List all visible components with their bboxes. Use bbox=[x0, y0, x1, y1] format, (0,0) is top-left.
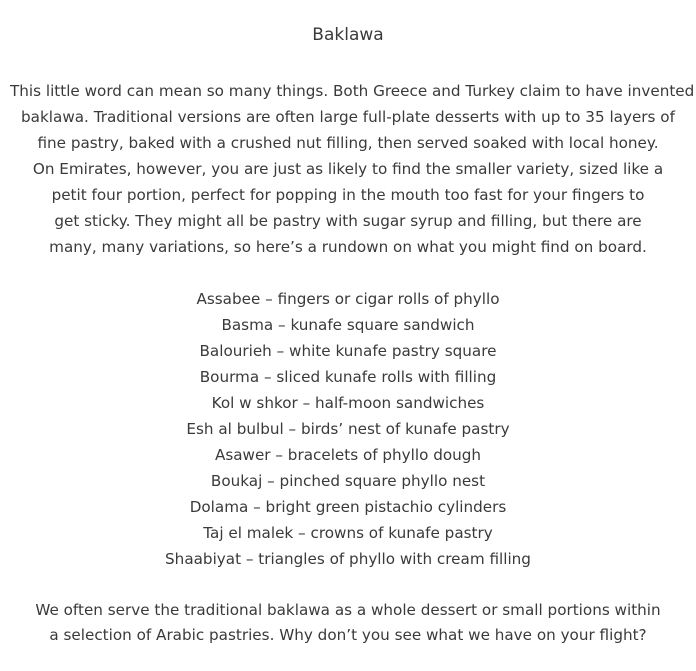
list-item: Basma – kunafe square sandwich bbox=[221, 316, 475, 334]
intro-line: baklawa. Traditional versions are often large full-plate desserts with up to 35 layers of bbox=[21, 108, 675, 126]
list-item: Taj el malek – crowns of kunafe pastry bbox=[203, 524, 493, 542]
list-item: Shaabiyat – triangles of phyllo with cream filling bbox=[165, 550, 531, 568]
intro-line: petit four portion, perfect for popping in the mouth too fast for your fingers to bbox=[51, 186, 645, 204]
variety-list bbox=[0, 286, 696, 572]
closing-paragraph bbox=[10, 598, 686, 648]
list-item: Kol w shkor – half-moon sandwiches bbox=[211, 394, 485, 412]
closing-line: We often serve the traditional baklawa as a whole dessert or small portions within bbox=[35, 601, 661, 619]
closing-line: a selection of Arabic pastries. Why don’t you see what we have on your flight? bbox=[49, 626, 647, 644]
intro-line: On Emirates, however, you are just as likely to find the smaller variety, sized like a bbox=[32, 160, 664, 178]
list-item: Esh al bulbul – birds’ nest of kunafe pastry bbox=[186, 420, 510, 438]
list-item: Boukaj – pinched square phyllo nest bbox=[210, 472, 486, 490]
intro-paragraph bbox=[10, 78, 695, 260]
intro-line: many, many variations, so here’s a rundown on what you might find on board. bbox=[49, 238, 647, 256]
intro-line: get sticky. They might all be pastry with sugar syrup and filling, but there are bbox=[54, 212, 642, 230]
list-item: Asawer – bracelets of phyllo dough bbox=[214, 446, 482, 464]
intro-line: This little word can mean so many things. Both Greece and Turkey claim to have invented bbox=[10, 82, 695, 100]
intro-line: fine pastry, baked with a crushed nut filling, then served soaked with local honey. bbox=[37, 134, 659, 152]
list-item: Dolama – bright green pistachio cylinders bbox=[189, 498, 507, 516]
page-title: Baklawa bbox=[312, 25, 384, 45]
list-item: Assabee – fingers or cigar rolls of phyllo bbox=[196, 290, 500, 308]
list-item: Bourma – sliced kunafe rolls with filling bbox=[199, 368, 497, 386]
list-item: Balourieh – white kunafe pastry square bbox=[199, 342, 497, 360]
